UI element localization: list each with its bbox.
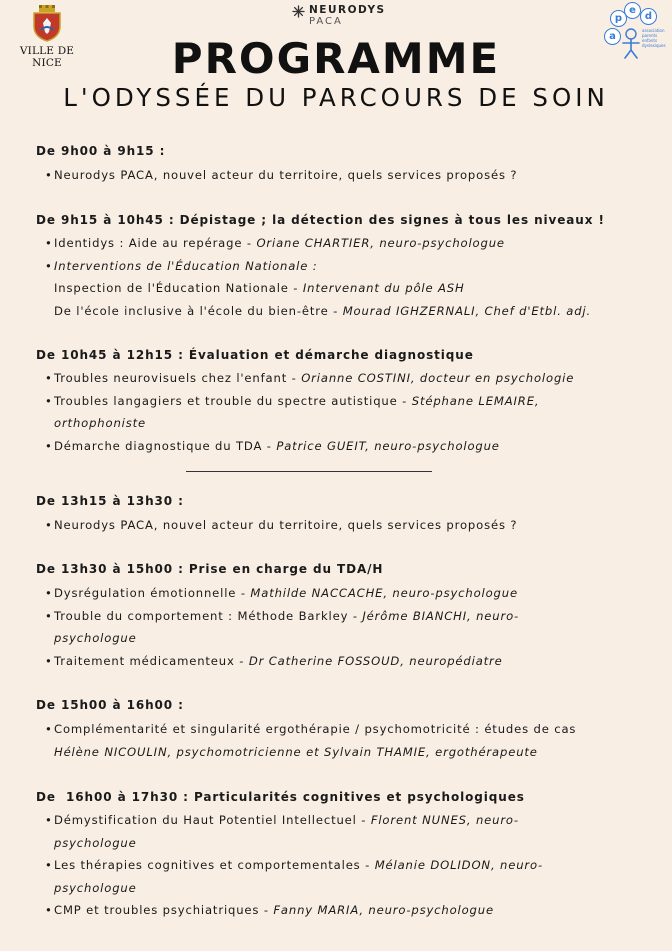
aped-letter-p: p <box>610 10 627 27</box>
item-speaker: Mélanie DOLIDON, neuro- <box>374 858 543 872</box>
bullet-icon: • <box>45 258 53 273</box>
item-text: CMP et troubles psychiatriques - <box>54 903 274 917</box>
aped-tagline: association parents enfants dyslexiques <box>642 28 666 48</box>
list-item <box>36 514 656 537</box>
section-heading: De 16h00 à 17h30 : Particularités cognitives et psychologiques <box>36 790 525 804</box>
neurodys-region: PACA <box>309 16 343 27</box>
list-item <box>36 809 656 854</box>
list-item <box>36 899 656 922</box>
item-speaker-continued: psychologue <box>54 631 137 645</box>
item-speaker: Fanny MARIA, neuro-psychologue <box>273 903 494 917</box>
bullet-icon: • <box>45 236 53 250</box>
divider <box>186 471 432 472</box>
list-item <box>36 367 656 390</box>
item-text: Dysrégulation émotionnelle - <box>54 586 251 600</box>
list-item <box>36 718 656 763</box>
bullet-icon: • <box>45 371 53 385</box>
item-text: Démarche diagnostique du TDA - <box>54 438 277 453</box>
sub-item <box>54 277 656 300</box>
item-speaker: Mathilde NACCACHE, neuro-psychologue <box>250 586 518 600</box>
item-text: Complémentarité et singularité ergothérapie / psychomotricité : études de cas <box>54 722 577 736</box>
ville-de-nice-text: VILLE DE NICE <box>19 45 75 69</box>
sub-item-text: Inspection de l'Éducation Nationale - <box>54 281 303 295</box>
section-heading: De 13h30 à 15h00 : Prise en charge du TDA/H <box>36 562 384 576</box>
bullet-icon: • <box>45 608 53 623</box>
schedule-section-1 <box>36 142 656 187</box>
item-text: Interventions de l'Éducation Nationale : <box>54 258 318 273</box>
list-item <box>36 605 656 650</box>
item-text: Neurodys PACA, nouvel acteur du territoire, quels services proposés ? <box>54 168 518 182</box>
bullet-icon: • <box>45 653 53 668</box>
item-speaker: Orianne COSTINI, docteur en psychologie <box>301 371 575 385</box>
sub-item-speaker: Mourad IGHZERNALI, Chef d'Etbl. adj. <box>342 303 592 318</box>
sub-item-text: De l'école inclusive à l'école du bien-être - <box>54 303 343 318</box>
section-heading: De 15h00 à 16h00 : <box>36 698 184 712</box>
aped-letter-d: d <box>640 8 657 25</box>
item-text: Traitement médicamenteux - <box>54 653 249 668</box>
item-speaker-continued: psychologue <box>54 880 137 895</box>
aped-letter-e: e <box>624 2 641 19</box>
neurodys-name: NEURODYS <box>309 4 386 16</box>
section-heading: De 10h45 à 12h15 : Évaluation et démarche diagnostique <box>36 348 474 362</box>
item-speaker: Oriane CHARTIER, neuro-psychologue <box>256 236 505 250</box>
neurodys-paca-logo <box>292 5 386 28</box>
list-item <box>36 582 656 605</box>
schedule-section-3 <box>36 346 656 457</box>
bullet-icon: • <box>45 438 53 453</box>
list-item <box>36 255 656 323</box>
section-heading: De 9h15 à 10h45 : Dépistage ; la détection des signes à tous les niveaux ! <box>36 213 605 227</box>
aped-letter-a: a <box>604 28 621 45</box>
item-text: Les thérapies cognitives et comportementales - <box>54 858 375 872</box>
bullet-icon: • <box>45 586 53 600</box>
section-heading: De 9h00 à 9h15 : <box>36 144 166 158</box>
list-item <box>36 390 656 435</box>
item-speaker: Stéphane LEMAIRE, <box>411 393 540 408</box>
schedule-section-6 <box>36 696 656 763</box>
item-speaker-continued: psychologue <box>54 835 137 850</box>
item-text: Identidys : Aide au repérage - <box>54 236 257 250</box>
item-speaker: Patrice GUEIT, neuro-psychologue <box>276 438 500 453</box>
bullet-icon: • <box>45 813 53 827</box>
bullet-icon: • <box>45 393 53 408</box>
item-text: Démystification du Haut Potentiel Intellectuel - <box>54 813 371 827</box>
item-speaker-continued: orthophoniste <box>54 416 146 430</box>
snowflake-icon <box>292 5 305 18</box>
sub-item-speaker: Intervenant du pôle ASH <box>302 281 465 295</box>
schedule-section-5 <box>36 560 656 672</box>
list-item <box>36 854 656 899</box>
bullet-icon: • <box>45 518 53 532</box>
item-speaker: Florent NUNES, neuro- <box>370 813 519 827</box>
list-item <box>36 435 656 458</box>
bullet-icon: • <box>45 168 53 182</box>
list-item <box>36 650 656 673</box>
item-text: Neurodys PACA, nouvel acteur du territoire, quels services proposés ? <box>54 518 518 532</box>
section-heading: De 13h15 à 13h30 : <box>36 494 184 508</box>
sub-item <box>54 300 656 323</box>
bullet-icon: • <box>45 903 53 917</box>
schedule-section-2 <box>36 211 656 322</box>
schedule-section-7 <box>36 788 656 922</box>
item-speaker: Jérôme BIANCHI, neuro- <box>362 608 520 623</box>
list-item <box>36 164 656 187</box>
list-item <box>36 232 656 255</box>
page-title: PROGRAMME <box>171 34 501 83</box>
item-text: Troubles langagiers et trouble du spectre autistique - <box>54 393 412 408</box>
item-speaker-continued: Hélène NICOULIN, psychomotricienne et Sylvain THAMIE, ergothérapeute <box>54 744 538 759</box>
schedule-section-4 <box>36 492 656 537</box>
item-text: Troubles neurovisuels chez l'enfant - <box>54 371 302 385</box>
item-speaker: Dr Catherine FOSSOUD, neuropédiatre <box>248 653 503 668</box>
bullet-icon: • <box>45 858 53 872</box>
page-subtitle: L'ODYSSÉE DU PARCOURS DE SOIN <box>63 83 609 112</box>
item-text: Trouble du comportement : Méthode Barkley - <box>54 608 363 623</box>
bullet-icon: • <box>45 722 53 736</box>
